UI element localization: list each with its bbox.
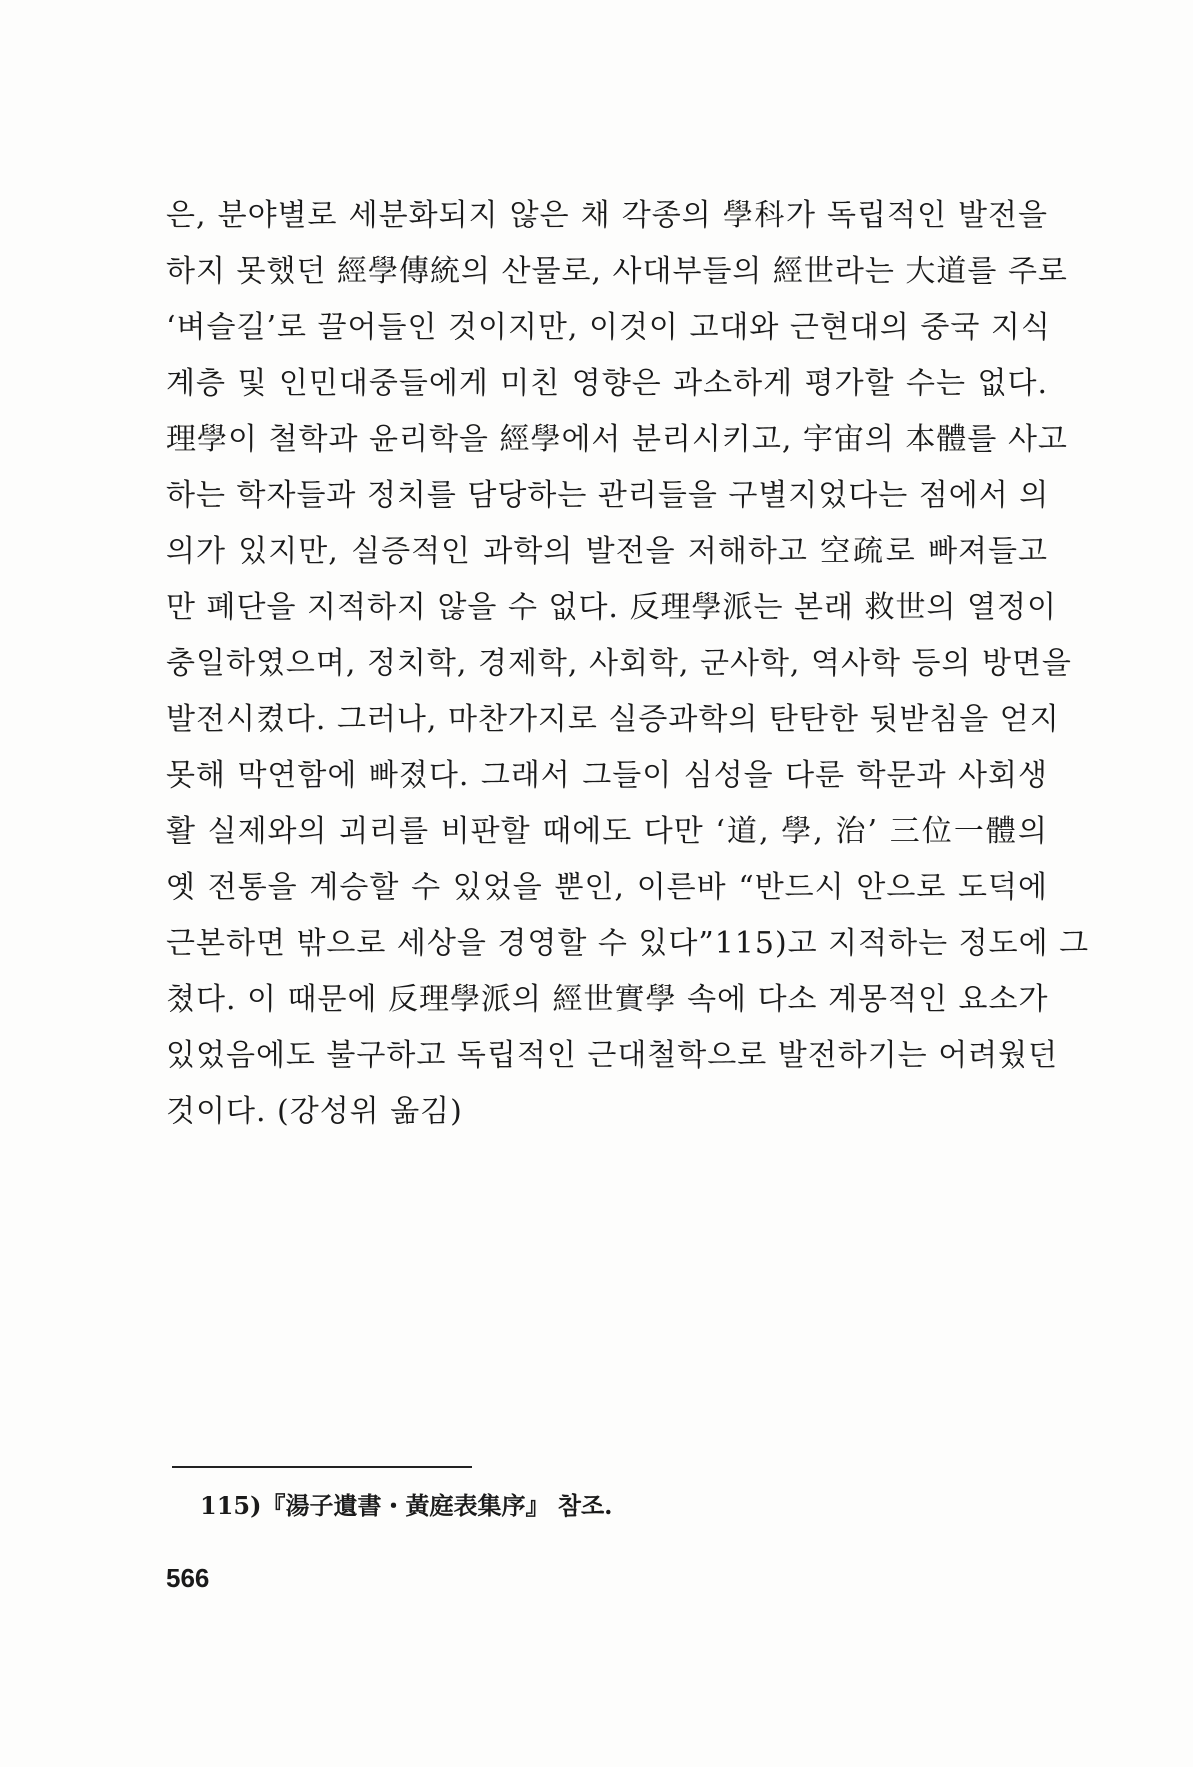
body-line: 계층 및 인민대중들에게 미친 영향은 과소하게 평가할 수는 없다. — [166, 366, 1048, 401]
body-line: 의가 있지만, 실증적인 과학의 발전을 저해하고 空疏로 빠져들고 — [166, 534, 1048, 569]
body-line: 하는 학자들과 정치를 담당하는 관리들을 구별지었다는 점에서 의 — [166, 478, 1050, 513]
body-line: 것이다. (강성위 옮김) — [166, 1094, 463, 1129]
body-line: 활 실제와의 괴리를 비판할 때에도 다만 ‘道, 學, 治’ 三位一體의 — [166, 814, 1048, 849]
body-line: 근본하면 밖으로 세상을 경영할 수 있다”115)고 지적하는 정도에 그 — [166, 926, 1090, 961]
body-line: 은, 분야별로 세분화되지 않은 채 각종의 學科가 독립적인 발전을 — [166, 198, 1048, 233]
body-line: 理學이 철학과 윤리학을 經學에서 분리시키고, 宇宙의 本體를 사고 — [166, 422, 1068, 457]
body-line: 옛 전통을 계승할 수 있었을 뿐인, 이른바 “반드시 안으로 도덕에 — [166, 870, 1048, 905]
body-line: 못해 막연함에 빠졌다. 그래서 그들이 심성을 다룬 학문과 사회생 — [166, 758, 1048, 793]
body-line: 있었음에도 불구하고 독립적인 근대철학으로 발전하기는 어려웠던 — [166, 1038, 1059, 1073]
page-number: 566 — [166, 1563, 210, 1593]
body-line: 쳤다. 이 때문에 反理學派의 經世實學 속에 다소 계몽적인 요소가 — [166, 982, 1049, 1017]
body-line: ‘벼슬길’로 끌어들인 것이지만, 이것이 고대와 근현대의 중국 지식 — [166, 310, 1051, 345]
body-line: 발전시켰다. 그러나, 마찬가지로 실증과학의 탄탄한 뒷받침을 얻지 — [166, 702, 1060, 737]
body-line: 만 폐단을 지적하지 않을 수 없다. 反理學派는 본래 救世의 열정이 — [166, 590, 1057, 625]
body-line: 하지 못했던 經學傳統의 산물로, 사대부들의 經世라는 大道를 주로 — [166, 254, 1068, 289]
body-line: 충일하였으며, 정치학, 경제학, 사회학, 군사학, 역사학 등의 방면을 — [166, 646, 1072, 681]
body-text — [166, 188, 1090, 1140]
footnote: 115)『湯子遺書・黃庭表集序』 참조. — [200, 1491, 613, 1520]
footnote-divider — [172, 1466, 472, 1468]
